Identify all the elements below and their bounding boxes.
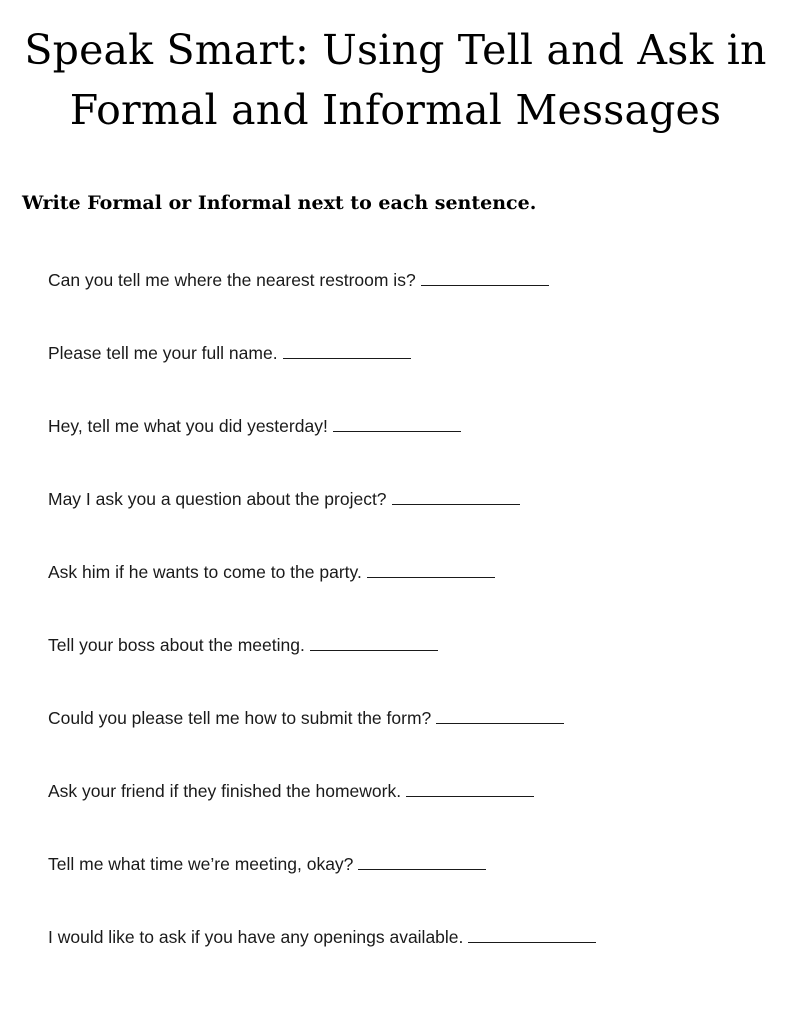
answer-blank[interactable]: [367, 559, 495, 578]
sentence-item: [48, 777, 596, 850]
title-line-2: Formal and Informal Messages: [69, 86, 722, 134]
answer-blank[interactable]: [436, 705, 564, 724]
answer-blank[interactable]: [333, 413, 461, 432]
sentence-text: Hey, tell me what you did yesterday!: [48, 416, 328, 436]
sentence-item: [48, 412, 596, 485]
answer-blank[interactable]: [406, 778, 534, 797]
sentence-text: Can you tell me where the nearest restroom is?: [48, 270, 416, 290]
sentence-item: [48, 704, 596, 777]
sentence-text: Please tell me your full name.: [48, 343, 278, 363]
sentence-text: Could you please tell me how to submit the form?: [48, 708, 432, 728]
sentence-item: [48, 631, 596, 704]
sentence-text: Tell me what time we’re meeting, okay?: [48, 854, 354, 874]
instruction-text: Write Formal or Informal next to each sentence.: [22, 192, 537, 214]
sentence-text: I would like to ask if you have any openings available.: [48, 927, 464, 947]
sentence-text: May I ask you a question about the project?: [48, 489, 387, 509]
sentence-item: [48, 266, 596, 339]
answer-blank[interactable]: [392, 486, 520, 505]
title-line-1: Speak Smart: Using Tell and Ask in: [24, 26, 767, 74]
sentence-item: [48, 923, 596, 996]
sentence-list: [48, 266, 596, 996]
answer-blank[interactable]: [468, 924, 596, 943]
answer-blank[interactable]: [310, 632, 438, 651]
sentence-item: [48, 339, 596, 412]
sentence-item: [48, 558, 596, 631]
answer-blank[interactable]: [421, 267, 549, 286]
answer-blank[interactable]: [283, 340, 411, 359]
sentence-text: Ask your friend if they finished the homework.: [48, 781, 402, 801]
sentence-text: Ask him if he wants to come to the party.: [48, 562, 362, 582]
answer-blank[interactable]: [358, 851, 486, 870]
worksheet-title: [0, 20, 791, 140]
sentence-item: [48, 485, 596, 558]
sentence-text: Tell your boss about the meeting.: [48, 635, 305, 655]
sentence-item: [48, 850, 596, 923]
